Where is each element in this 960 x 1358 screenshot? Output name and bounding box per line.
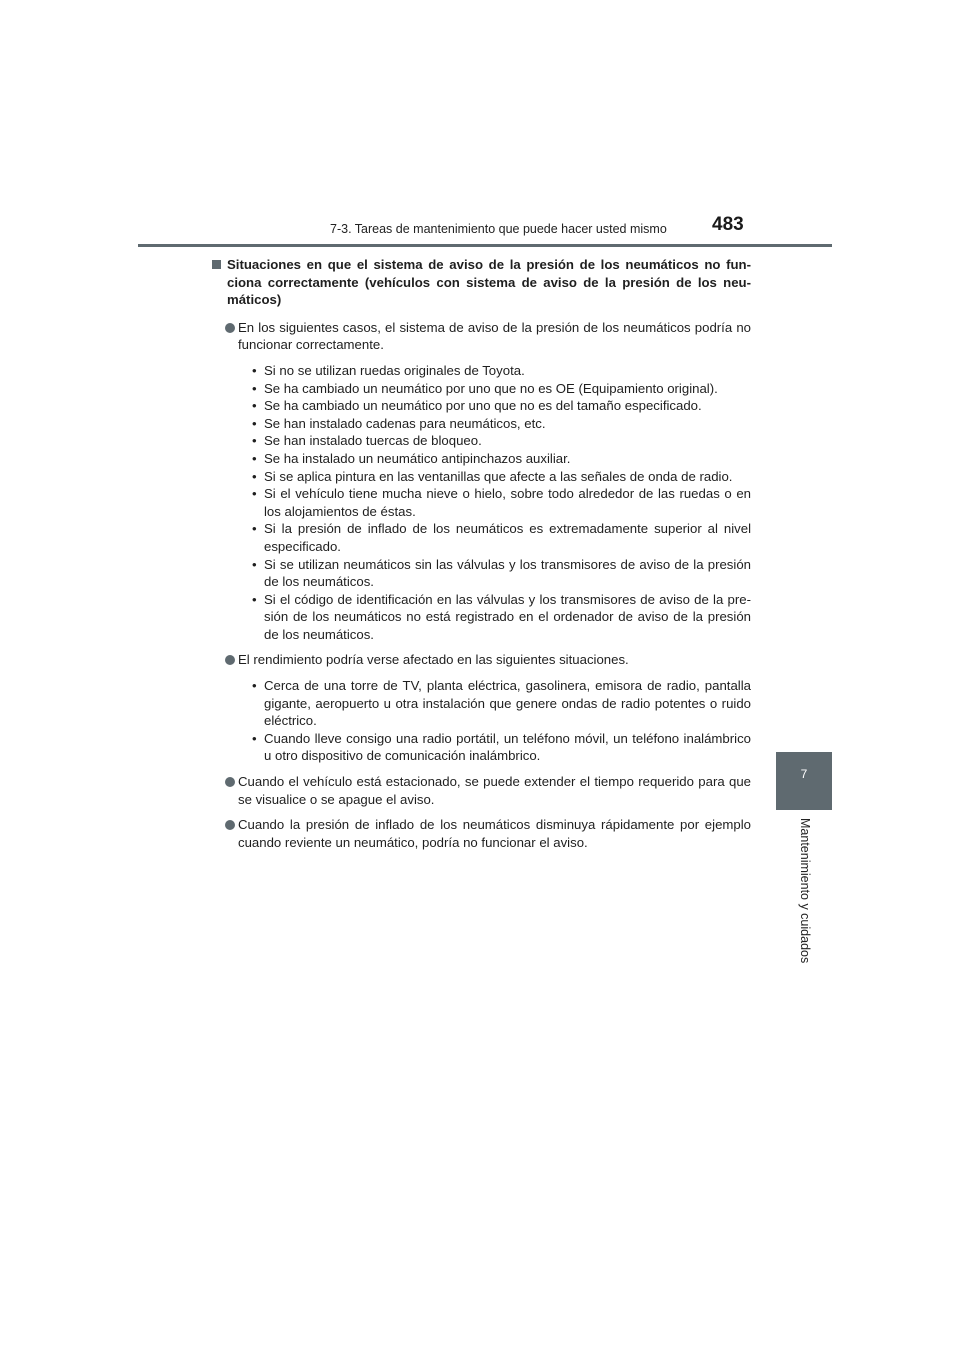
point-text: Cuando la presión de inflado de los neumáticos disminuya rápidamente por ejemplo cuando reviente un neumático, podría no funcionar el aviso.	[238, 817, 751, 850]
list-item-text: Si no se utilizan ruedas originales de Toyota.	[264, 362, 525, 378]
bullet-icon: •	[252, 730, 257, 746]
point-2	[211, 651, 751, 669]
point-1	[211, 319, 751, 354]
list-item-text: Se han instalado cadenas para neumáticos, etc.	[264, 415, 546, 431]
list-item	[252, 415, 751, 433]
list-item-text: Se ha cambiado un neumático por uno que no es del tamaño especificado.	[264, 398, 702, 414]
dot-bullet-icon	[225, 655, 235, 665]
point-text: El rendimiento podría verse afectado en las siguientes situaciones.	[238, 652, 629, 668]
list-item-text: Si el código de identificación en las válvulas y los transmisores de aviso de la pre-sión de los neumáticos no está registrado en el ordenador de aviso de la presión de los neumáticos.	[264, 591, 751, 642]
point-1-list	[211, 362, 751, 644]
bullet-icon: •	[252, 380, 257, 396]
bullet-icon: •	[252, 362, 257, 378]
bullet-icon: •	[252, 486, 257, 502]
list-item-text: Cuando lleve consigo una radio portátil, un teléfono móvil, un teléfono inalámbrico u otro dispositivo de comunicación inalámbrico.	[264, 730, 751, 764]
content	[211, 256, 751, 859]
list-item	[252, 362, 751, 380]
list-item	[252, 730, 751, 765]
bullet-icon: •	[252, 468, 257, 484]
list-item	[252, 556, 751, 591]
chapter-label: Mantenimiento y cuidados	[798, 818, 812, 964]
point-3	[211, 773, 751, 808]
list-item	[252, 397, 751, 415]
list-item-text: Si la presión de inflado de los neumáticos es extremadamente superior al nivel especificado.	[264, 521, 751, 554]
list-item	[252, 432, 751, 450]
point-4	[211, 816, 751, 851]
list-item	[252, 677, 751, 730]
list-item	[252, 450, 751, 468]
header-rule	[138, 244, 832, 247]
list-item	[252, 380, 751, 398]
section-heading	[211, 256, 751, 309]
list-item-text: Si se utilizan neumáticos sin las válvulas y los transmisores de aviso de la presión de los neumáticos.	[264, 556, 751, 590]
bullet-icon: •	[252, 450, 257, 466]
bullet-icon: •	[252, 591, 257, 607]
bullet-icon: •	[252, 678, 257, 694]
header-title: 7-3. Tareas de mantenimiento que puede hacer usted mismo	[330, 222, 667, 236]
list-item-text: Se ha instalado un neumático antipinchazos auxiliar.	[264, 450, 571, 466]
list-item	[252, 485, 751, 520]
bullet-icon: •	[252, 415, 257, 431]
bullet-icon: •	[252, 433, 257, 449]
bullet-icon: •	[252, 398, 257, 414]
chapter-tab: 7	[776, 752, 832, 810]
list-item-text: Si el vehículo tiene mucha nieve o hielo, sobre todo alrededor de las ruedas o en los alojamientos de éstas.	[264, 486, 751, 519]
list-item-text: Se han instalado tuercas de bloqueo.	[264, 433, 482, 449]
list-item	[252, 591, 751, 644]
point-text: En los siguientes casos, el sistema de aviso de la presión de los neumáticos podría no funcionar correctamente.	[238, 319, 751, 353]
list-item-text: Cerca de una torre de TV, planta eléctrica, gasolinera, emisora de radio, pantalla gigante, aeropuerto u otra instalación que genere ondas de radio potentes o ruido eléctrico.	[264, 678, 751, 729]
section-heading-text: Situaciones en que el sistema de aviso de la presión de los neumáticos no fun-ciona correctamente (vehículos con sistema de aviso de la presión de los neu-máticos)	[227, 257, 751, 308]
list-item-text: Si se aplica pintura en las ventanillas que afecte a las señales de onda de radio.	[264, 468, 733, 484]
point-text: Cuando el vehículo está estacionado, se puede extender el tiempo requerido para que se visualice o se apague el aviso.	[238, 774, 751, 807]
bullet-icon: •	[252, 556, 257, 572]
dot-bullet-icon	[225, 323, 235, 333]
list-item	[252, 468, 751, 486]
square-bullet-icon	[212, 260, 221, 269]
bullet-icon: •	[252, 521, 257, 537]
point-2-list	[211, 677, 751, 765]
page-number: 483	[712, 214, 744, 235]
list-item	[252, 520, 751, 555]
dot-bullet-icon	[225, 820, 235, 830]
list-item-text: Se ha cambiado un neumático por uno que no es OE (Equipamiento original).	[264, 380, 718, 396]
dot-bullet-icon	[225, 777, 235, 787]
